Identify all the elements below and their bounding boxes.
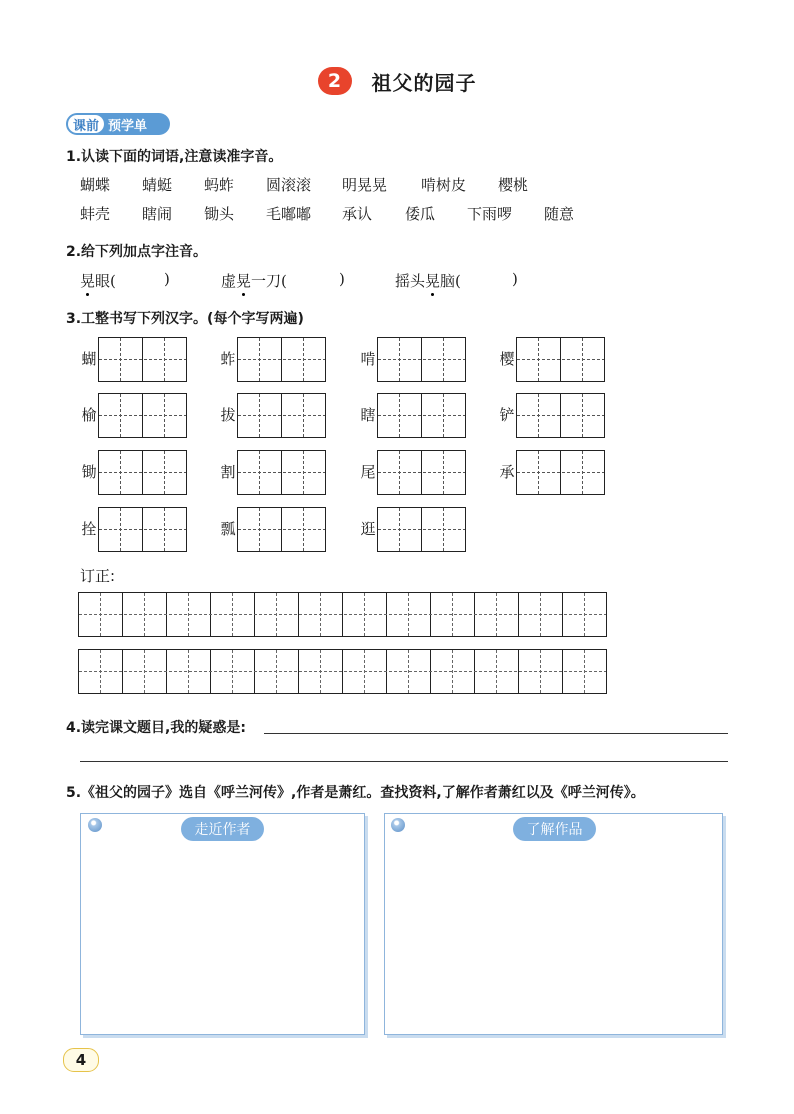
question-1-prompt: 1.认读下面的词语,注意读准字音。 bbox=[66, 149, 283, 165]
q2-item-text: 眼( bbox=[95, 272, 116, 290]
q3-character: 尾 bbox=[360, 463, 376, 481]
question-4-prompt: 4.读完课文题目,我的疑惑是: bbox=[66, 720, 246, 736]
q1-word-row-2 bbox=[80, 203, 640, 225]
writing-box[interactable] bbox=[516, 450, 606, 496]
writing-box[interactable] bbox=[516, 337, 606, 383]
section-badge bbox=[66, 113, 170, 135]
answer-line-2[interactable] bbox=[80, 761, 728, 762]
q3-character: 拴 bbox=[81, 520, 97, 538]
q1-word: 蝴蝶 bbox=[80, 176, 111, 194]
q1-word: 啃树皮 bbox=[421, 176, 467, 194]
q2-item-text: 虚 bbox=[221, 272, 237, 290]
q2-item-1 bbox=[80, 270, 116, 291]
q2-item-3 bbox=[395, 270, 461, 291]
dotted-char: 晃 bbox=[236, 272, 252, 290]
writing-box[interactable] bbox=[377, 507, 467, 553]
q2-item-2-close: ) bbox=[339, 270, 345, 288]
section-badge-part2: 预学单 bbox=[108, 118, 148, 134]
q3-character: 蚱 bbox=[220, 350, 236, 368]
lesson-number-badge: 2 bbox=[318, 67, 352, 95]
bubble-icon bbox=[88, 818, 102, 832]
q1-word: 明晃晃 bbox=[342, 176, 388, 194]
q2-item-1-close: ) bbox=[164, 270, 170, 288]
q1-word: 瞎闹 bbox=[142, 205, 173, 223]
q3-character: 榆 bbox=[81, 406, 97, 424]
q1-word: 蜻蜓 bbox=[142, 176, 173, 194]
correction-label: 订正: bbox=[80, 567, 116, 585]
q3-character: 承 bbox=[499, 463, 515, 481]
q3-character: 铲 bbox=[499, 406, 515, 424]
lesson-title-text: 祖父的园子 bbox=[371, 70, 477, 95]
author-panel[interactable] bbox=[80, 813, 365, 1035]
writing-box[interactable] bbox=[377, 450, 467, 496]
q3-character: 割 bbox=[220, 463, 236, 481]
q1-word: 圆滚滚 bbox=[266, 176, 312, 194]
q1-word: 随意 bbox=[544, 205, 575, 223]
page-number: 4 bbox=[63, 1048, 99, 1072]
q3-character: 锄 bbox=[81, 463, 97, 481]
correction-row[interactable] bbox=[78, 592, 608, 638]
writing-box[interactable] bbox=[98, 450, 188, 496]
lesson-title bbox=[0, 66, 794, 96]
dotted-char: 晃 bbox=[425, 272, 441, 290]
q3-character: 逛 bbox=[360, 520, 376, 538]
q3-character: 瞎 bbox=[360, 406, 376, 424]
writing-box[interactable] bbox=[98, 337, 188, 383]
question-3-prompt: 3.工整书写下列汉字。(每个字写两遍) bbox=[66, 311, 304, 327]
bubble-icon bbox=[391, 818, 405, 832]
dotted-char: 晃 bbox=[80, 272, 96, 290]
writing-box[interactable] bbox=[98, 393, 188, 439]
question-5-prompt: 5.《祖父的园子》选自《呼兰河传》,作者是萧红。查找资料,了解作者萧红以及《呼兰河传》。 bbox=[66, 785, 645, 801]
q1-word: 毛嘟嘟 bbox=[266, 205, 312, 223]
q3-character: 樱 bbox=[499, 350, 515, 368]
correction-row[interactable] bbox=[78, 649, 608, 695]
writing-box[interactable] bbox=[237, 450, 327, 496]
writing-box[interactable] bbox=[516, 393, 606, 439]
writing-box[interactable] bbox=[377, 337, 467, 383]
author-panel-title: 走近作者 bbox=[181, 817, 264, 841]
q2-item-text: 一刀( bbox=[251, 272, 287, 290]
writing-box[interactable] bbox=[98, 507, 188, 553]
q1-word: 承认 bbox=[342, 205, 373, 223]
work-panel-title: 了解作品 bbox=[513, 817, 596, 841]
q2-item-3-close: ) bbox=[512, 270, 518, 288]
q1-word: 蚌壳 bbox=[80, 205, 111, 223]
writing-box[interactable] bbox=[237, 337, 327, 383]
writing-box[interactable] bbox=[237, 393, 327, 439]
q3-character: 啃 bbox=[360, 350, 376, 368]
question-2-prompt: 2.给下列加点字注音。 bbox=[66, 244, 208, 260]
q3-character: 蝴 bbox=[81, 350, 97, 368]
writing-box[interactable] bbox=[237, 507, 327, 553]
q1-word: 蚂蚱 bbox=[204, 176, 235, 194]
q1-word: 樱桃 bbox=[498, 176, 529, 194]
q2-item-2 bbox=[221, 270, 287, 291]
q2-item-text: 脑( bbox=[440, 272, 461, 290]
work-panel[interactable] bbox=[384, 813, 723, 1035]
section-badge-part1: 课前 bbox=[68, 115, 104, 133]
q2-item-text: 摇头 bbox=[395, 272, 426, 290]
q1-word-row-1 bbox=[80, 174, 640, 196]
q3-character: 拔 bbox=[220, 406, 236, 424]
q1-word: 锄头 bbox=[204, 205, 235, 223]
q1-word: 下雨啰 bbox=[467, 205, 513, 223]
answer-line-1[interactable] bbox=[264, 733, 728, 734]
writing-box[interactable] bbox=[377, 393, 467, 439]
q1-word: 倭瓜 bbox=[405, 205, 436, 223]
q3-character: 瓢 bbox=[220, 520, 236, 538]
